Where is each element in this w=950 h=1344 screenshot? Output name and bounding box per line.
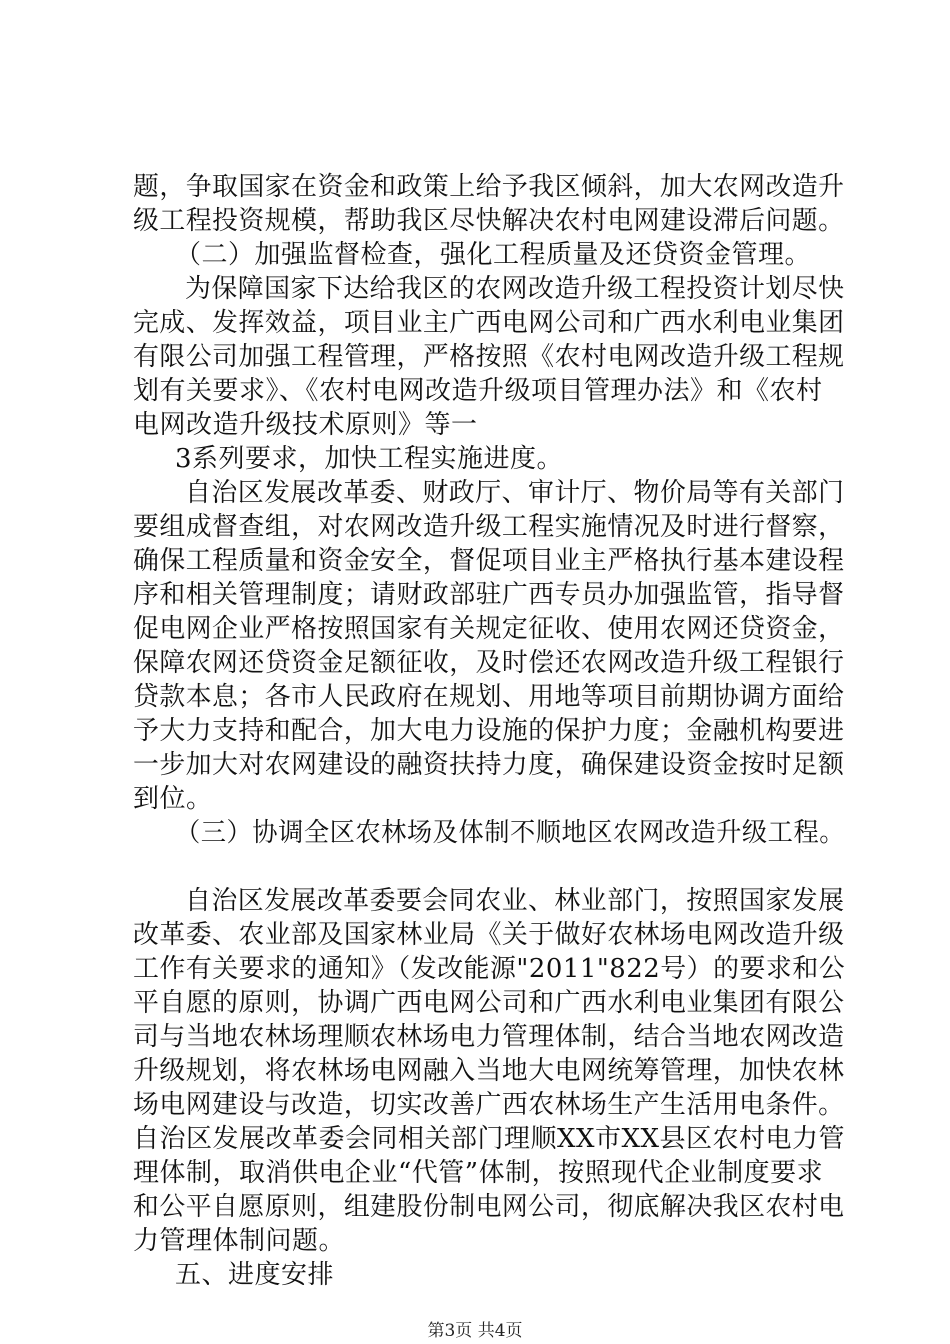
body-text-line: 到位。 [133,784,213,814]
body-text-line: 3系列要求，加快工程实施进度。 [175,444,564,474]
section-heading-5: 五、进度安排 [175,1260,335,1290]
body-text-line: 有限公司加强工程管理，严格按照《农村电网改造升级工程规 [133,342,845,372]
body-text-line: 升级规划，将农林场电网融入当地大电网统筹管理，加快农林 [133,1056,845,1086]
body-text-line: 自治区发展改革委要会同农业、林业部门，按照国家发展 [185,886,845,916]
body-text-line: 贷款本息；各市人民政府在规划、用地等项目前期协调方面给 [133,682,845,712]
body-text-line: 级工程投资规模，帮助我区尽快解决农村电网建设滞后问题。 [133,206,845,236]
body-text-line: 力管理体制问题。 [133,1226,346,1256]
section-heading-3: （三）协调全区农林场及体制不顺地区农网改造升级工程。 [175,818,845,848]
body-text-line: 和公平自愿原则，组建股份制电网公司，彻底解决我区农村电 [133,1192,845,1222]
body-text-line: 予大力支持和配合，加大电力设施的保护力度；金融机构要进 [133,716,845,746]
body-text-line: 改革委、农业部及国家林业局《关于做好农林场电网改造升级 [133,920,845,950]
body-text-line: 要组成督查组，对农网改造升级工程实施情况及时进行督察， [133,512,845,542]
section-heading-2: （二）加强监督检查，强化工程质量及还贷资金管理。 [175,240,812,270]
body-text-line: 确保工程质量和资金安全，督促项目业主严格执行基本建设程 [133,546,845,576]
body-text-line: 电网改造升级技术原则》等一 [133,410,478,440]
body-text-line: 理体制，取消供电企业“代管”体制，按照现代企业制度要求 [133,1158,824,1188]
body-text-line: 司与当地农林场理顺农林场电力管理体制，结合当地农网改造 [133,1022,845,1052]
body-text-line: 工作有关要求的通知》（发改能源"2011"822号）的要求和公 [133,954,846,984]
body-text-line: 自治区发展改革委、财政厅、审计厅、物价局等有关部门 [185,478,845,508]
body-text-line: 划有关要求》、《农村电网改造升级项目管理办法》和《农村 [133,376,823,406]
body-text-line: 促电网企业严格按照国家有关规定征收、使用农网还贷资金， [133,614,845,644]
body-text-line: 保障农网还贷资金足额征收，及时偿还农网改造升级工程银行 [133,648,845,678]
body-text-line: 为保障国家下达给我区的农网改造升级工程投资计划尽快 [185,274,845,304]
body-text-line: 平自愿的原则，协调广西电网公司和广西水利电业集团有限公 [133,988,845,1018]
page-number-footer: 第3页 共4页 [427,1321,523,1341]
body-text-line: 一步加大对农网建设的融资扶持力度，确保建设资金按时足额 [133,750,845,780]
body-text-line: 序和相关管理制度；请财政部驻广西专员办加强监管，指导督 [133,580,845,610]
body-text-line: 自治区发展改革委会同相关部门理顺XX市XX县区农村电力管 [133,1124,846,1154]
body-text-line: 完成、发挥效益，项目业主广西电网公司和广西水利电业集团 [133,308,845,338]
body-text-line: 题，争取国家在资金和政策上给予我区倾斜，加大农网改造升 [133,172,845,202]
body-text-line: 场电网建设与改造，切实改善广西农林场生产生活用电条件。 [133,1090,845,1120]
